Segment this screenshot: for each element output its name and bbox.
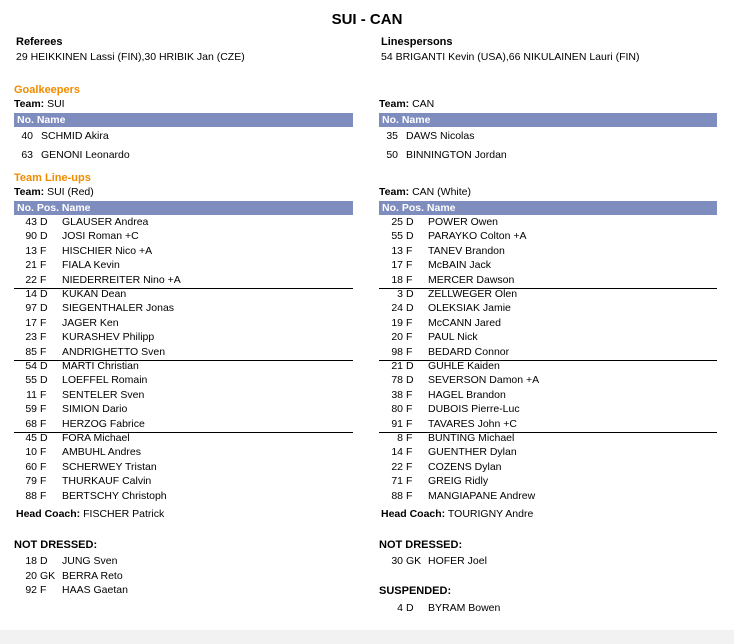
player-position: F	[406, 403, 413, 416]
player-row	[14, 460, 344, 474]
player-row	[14, 569, 344, 583]
player-name: SCHMID Akira	[41, 130, 109, 142]
player-position: F	[40, 417, 47, 430]
player-position: D	[40, 374, 48, 387]
player-position: F	[406, 417, 413, 430]
player-name: BUNTING Michael	[428, 432, 515, 444]
player-number: 88	[25, 489, 37, 502]
player-position: D	[40, 555, 48, 567]
player-number: 85	[25, 345, 37, 358]
player-name: GUHLE Kaiden	[428, 360, 500, 372]
player-name: HAGEL Brandon	[428, 388, 506, 401]
player-row	[14, 489, 344, 503]
player-number: 22	[391, 460, 403, 473]
team-label: Team:	[14, 186, 45, 198]
player-row	[14, 287, 344, 301]
player-name: THURKAUF Calvin	[62, 475, 152, 488]
lineup-header-label: No. Pos. Name	[382, 202, 456, 214]
player-name: JOSI Roman +C	[62, 230, 139, 243]
player-name: PARAYKO Colton +A	[428, 230, 527, 243]
player-number: 13	[25, 244, 37, 257]
player-position: F	[406, 316, 413, 329]
player-name: KURASHEV Philipp	[62, 331, 155, 344]
player-name: GUENTHER Dylan	[428, 446, 517, 459]
player-name: FORA Michael	[62, 432, 130, 444]
player-name: HAAS Gaetan	[62, 584, 128, 596]
player-position: F	[40, 403, 47, 416]
referees-value: 29 HEIKKINEN Lassi (FIN),30 HRIBIK Jan (CZE)	[16, 51, 245, 63]
player-number: 60	[25, 460, 37, 473]
player-position: D	[406, 374, 414, 387]
player-number: 79	[25, 475, 37, 488]
page-title: SUI - CAN	[331, 11, 403, 28]
player-number: 71	[391, 475, 403, 488]
player-number: 3	[397, 288, 403, 300]
player-name: MERCER Dawson	[428, 273, 515, 286]
home-coach-name: FISCHER Patrick	[83, 508, 165, 520]
player-row	[14, 474, 344, 488]
player-row	[380, 316, 710, 330]
player-name: SIMION Dario	[62, 403, 128, 416]
player-name: SIEGENTHALER Jonas	[62, 302, 175, 315]
player-number: 45	[25, 432, 37, 444]
player-name: LOEFFEL Romain	[62, 374, 148, 387]
player-position: D	[40, 302, 48, 315]
player-position: F	[40, 489, 47, 502]
player-number: 97	[25, 302, 37, 315]
home-gk-header-bar	[14, 113, 353, 127]
away-team-line	[379, 186, 471, 198]
player-name: GENONI Leonardo	[41, 149, 130, 161]
home-lineup-header-bar	[14, 201, 353, 215]
team-label: Team:	[14, 98, 45, 110]
player-position: F	[406, 489, 413, 502]
player-row	[380, 215, 710, 229]
player-position: D	[40, 288, 48, 300]
player-name: McCANN Jared	[428, 316, 501, 329]
away-head-coach	[381, 508, 533, 520]
player-name: DAWS Nicolas	[406, 130, 475, 142]
player-row	[380, 273, 710, 287]
player-name: BINNINGTON Jordan	[406, 149, 507, 161]
player-row	[14, 244, 344, 258]
player-number: 8	[397, 432, 403, 444]
team-label: Team:	[379, 186, 410, 198]
player-number: 21	[391, 360, 403, 372]
player-name: DUBOIS Pierre-Luc	[428, 403, 520, 416]
player-row	[380, 402, 710, 416]
player-position: F	[406, 244, 413, 257]
player-number: 38	[391, 388, 403, 401]
player-row	[380, 601, 710, 615]
player-number: 17	[25, 316, 37, 329]
player-number: 10	[25, 446, 37, 459]
player-position: F	[40, 273, 47, 286]
away-coach-name: TOURIGNY Andre	[447, 508, 534, 520]
player-position: F	[406, 259, 413, 272]
player-row	[17, 129, 347, 143]
player-name: KUKAN Dean	[62, 288, 127, 300]
away-not-dressed-label: NOT DRESSED:	[379, 539, 463, 551]
player-name: MANGIAPANE Andrew	[428, 489, 536, 502]
away-team: CAN (White)	[412, 186, 471, 198]
player-name: SCHERWEY Tristan	[62, 460, 157, 473]
player-number: 23	[25, 331, 37, 344]
player-number: 20	[391, 331, 403, 344]
player-row	[14, 445, 344, 459]
player-row	[380, 388, 710, 402]
player-name: HISCHIER Nico +A	[62, 244, 153, 257]
player-number: 98	[391, 345, 403, 358]
player-position: F	[40, 475, 47, 488]
home-team: SUI (Red)	[47, 186, 94, 198]
player-row	[380, 287, 710, 301]
player-row	[382, 148, 712, 162]
player-row	[14, 373, 344, 387]
player-name: MARTI Christian	[62, 360, 139, 372]
linespersons-label: Linespersons	[381, 36, 453, 48]
player-position: D	[406, 288, 414, 300]
player-position: F	[40, 446, 47, 459]
player-name: BERRA Reto	[62, 569, 123, 582]
linespersons-value: 54 BRIGANTI Kevin (USA),66 NIKULAINEN Lauri (FIN)	[381, 51, 640, 63]
player-name: BEDARD Connor	[428, 345, 510, 358]
player-position: F	[40, 584, 47, 596]
away-gk-team: CAN	[412, 98, 435, 110]
player-position: F	[406, 475, 413, 488]
player-name: JUNG Sven	[62, 555, 118, 567]
player-number: 18	[391, 273, 403, 286]
player-position: GK	[40, 569, 56, 582]
gk-header-label: No. Name	[382, 114, 431, 126]
player-name: OLEKSIAK Jamie	[428, 302, 511, 315]
player-row	[382, 129, 712, 143]
player-row	[14, 583, 344, 597]
player-number: 50	[386, 149, 398, 161]
player-row	[380, 359, 710, 373]
player-position: F	[40, 244, 47, 257]
player-name: POWER Owen	[428, 216, 499, 228]
suspended-label: SUSPENDED:	[379, 585, 452, 597]
player-position: D	[406, 360, 414, 372]
player-name: PAUL Nick	[428, 331, 478, 344]
player-position: F	[406, 345, 413, 358]
player-name: HERZOG Fabrice	[62, 417, 145, 430]
player-number: 68	[25, 417, 37, 430]
player-number: 55	[391, 230, 403, 243]
away-gk-header-bar	[379, 113, 717, 127]
player-position: F	[40, 460, 47, 473]
player-row	[14, 359, 344, 373]
player-number: 19	[391, 316, 403, 329]
player-position: F	[406, 432, 413, 444]
team-label: Team:	[379, 98, 410, 110]
player-number: 92	[25, 584, 37, 596]
goalkeepers-section-title: Goalkeepers	[14, 84, 81, 96]
player-position: F	[406, 388, 413, 401]
player-number: 14	[391, 446, 403, 459]
player-number: 40	[21, 130, 33, 142]
player-position: D	[40, 216, 48, 228]
player-number: 4	[397, 602, 403, 614]
player-row	[380, 474, 710, 488]
player-row	[380, 244, 710, 258]
player-name: SENTELER Sven	[62, 388, 145, 401]
player-position: F	[406, 460, 413, 473]
player-row	[14, 229, 344, 243]
player-number: 25	[391, 216, 403, 228]
player-row	[14, 330, 344, 344]
player-position: D	[406, 602, 414, 614]
player-row	[14, 258, 344, 272]
player-name: NIEDERREITER Nino +A	[62, 273, 181, 286]
player-row	[14, 215, 344, 229]
player-position: GK	[406, 555, 422, 567]
home-team-line	[14, 186, 94, 198]
player-position: D	[40, 432, 48, 444]
player-number: 13	[391, 244, 403, 257]
player-row	[14, 316, 344, 330]
player-number: 78	[391, 374, 403, 387]
player-position: F	[40, 259, 47, 272]
home-gk-team-line	[14, 98, 65, 110]
player-number: 43	[25, 216, 37, 228]
player-number: 24	[391, 302, 403, 315]
player-row	[380, 301, 710, 315]
player-row	[17, 148, 347, 162]
player-name: FIALA Kevin	[62, 259, 120, 272]
player-number: 21	[25, 259, 37, 272]
player-row	[14, 402, 344, 416]
player-row	[380, 489, 710, 503]
player-number: 17	[391, 259, 403, 272]
player-name: McBAIN Jack	[428, 259, 492, 272]
player-number: 54	[25, 360, 37, 372]
home-head-coach	[16, 508, 164, 520]
player-row	[380, 554, 710, 568]
player-number: 14	[25, 288, 37, 300]
player-position: F	[40, 331, 47, 344]
lineup-header-label: No. Pos. Name	[17, 202, 91, 214]
player-name: AMBUHL Andres	[62, 446, 141, 459]
player-name: SEVERSON Damon +A	[428, 374, 540, 387]
player-position: D	[406, 230, 414, 243]
player-position: D	[40, 360, 48, 372]
player-row	[14, 554, 344, 568]
player-number: 30	[391, 555, 403, 567]
player-number: 18	[25, 555, 37, 567]
player-name: BYRAM Bowen	[428, 602, 501, 614]
player-position: F	[406, 273, 413, 286]
player-number: 88	[391, 489, 403, 502]
player-number: 20	[25, 569, 37, 582]
player-name: JAGER Ken	[62, 316, 119, 329]
player-row	[14, 431, 344, 445]
player-number: 11	[26, 388, 37, 401]
player-row	[14, 345, 344, 359]
player-row	[380, 460, 710, 474]
home-gk-team: SUI	[47, 98, 65, 110]
player-number: 22	[25, 273, 37, 286]
player-name: HOFER Joel	[428, 555, 487, 567]
player-position: F	[40, 345, 47, 358]
away-gk-team-line	[379, 98, 434, 110]
player-position: F	[40, 316, 47, 329]
player-position: D	[40, 230, 48, 243]
player-row	[380, 417, 710, 431]
player-number: 55	[25, 374, 37, 387]
player-position: D	[406, 302, 414, 315]
player-name: BERTSCHY Christoph	[62, 489, 167, 502]
player-row	[14, 417, 344, 431]
player-number: 35	[386, 130, 398, 142]
player-row	[380, 445, 710, 459]
gk-header-label: No. Name	[17, 114, 66, 126]
player-number: 59	[25, 403, 37, 416]
player-number: 63	[21, 149, 33, 161]
player-name: ZELLWEGER Olen	[428, 288, 518, 300]
player-number: 80	[391, 403, 403, 416]
player-row	[380, 330, 710, 344]
player-row	[14, 301, 344, 315]
player-row	[380, 373, 710, 387]
lineups-section-title: Team Line-ups	[14, 172, 91, 184]
player-position: F	[406, 331, 413, 344]
player-number: 90	[25, 230, 37, 243]
player-row	[380, 258, 710, 272]
player-name: GREIG Ridly	[428, 475, 489, 488]
referees-label: Referees	[16, 36, 63, 48]
player-row	[14, 388, 344, 402]
player-name: ANDRIGHETTO Sven	[62, 345, 166, 358]
away-lineup-header-bar	[379, 201, 717, 215]
player-name: TAVARES John +C	[428, 417, 517, 430]
player-name: COZENS Dylan	[428, 460, 502, 473]
player-position: F	[40, 388, 47, 401]
player-name: GLAUSER Andrea	[62, 216, 149, 228]
player-number: 91	[391, 417, 403, 430]
coach-label: Head Coach:	[16, 508, 81, 520]
player-row	[380, 345, 710, 359]
coach-label: Head Coach:	[381, 508, 446, 520]
player-row	[14, 273, 344, 287]
player-position: F	[406, 446, 413, 459]
player-name: TANEV Brandon	[428, 244, 505, 257]
player-row	[380, 431, 710, 445]
home-not-dressed-label: NOT DRESSED:	[14, 539, 98, 551]
player-position: D	[406, 216, 414, 228]
player-row	[380, 229, 710, 243]
